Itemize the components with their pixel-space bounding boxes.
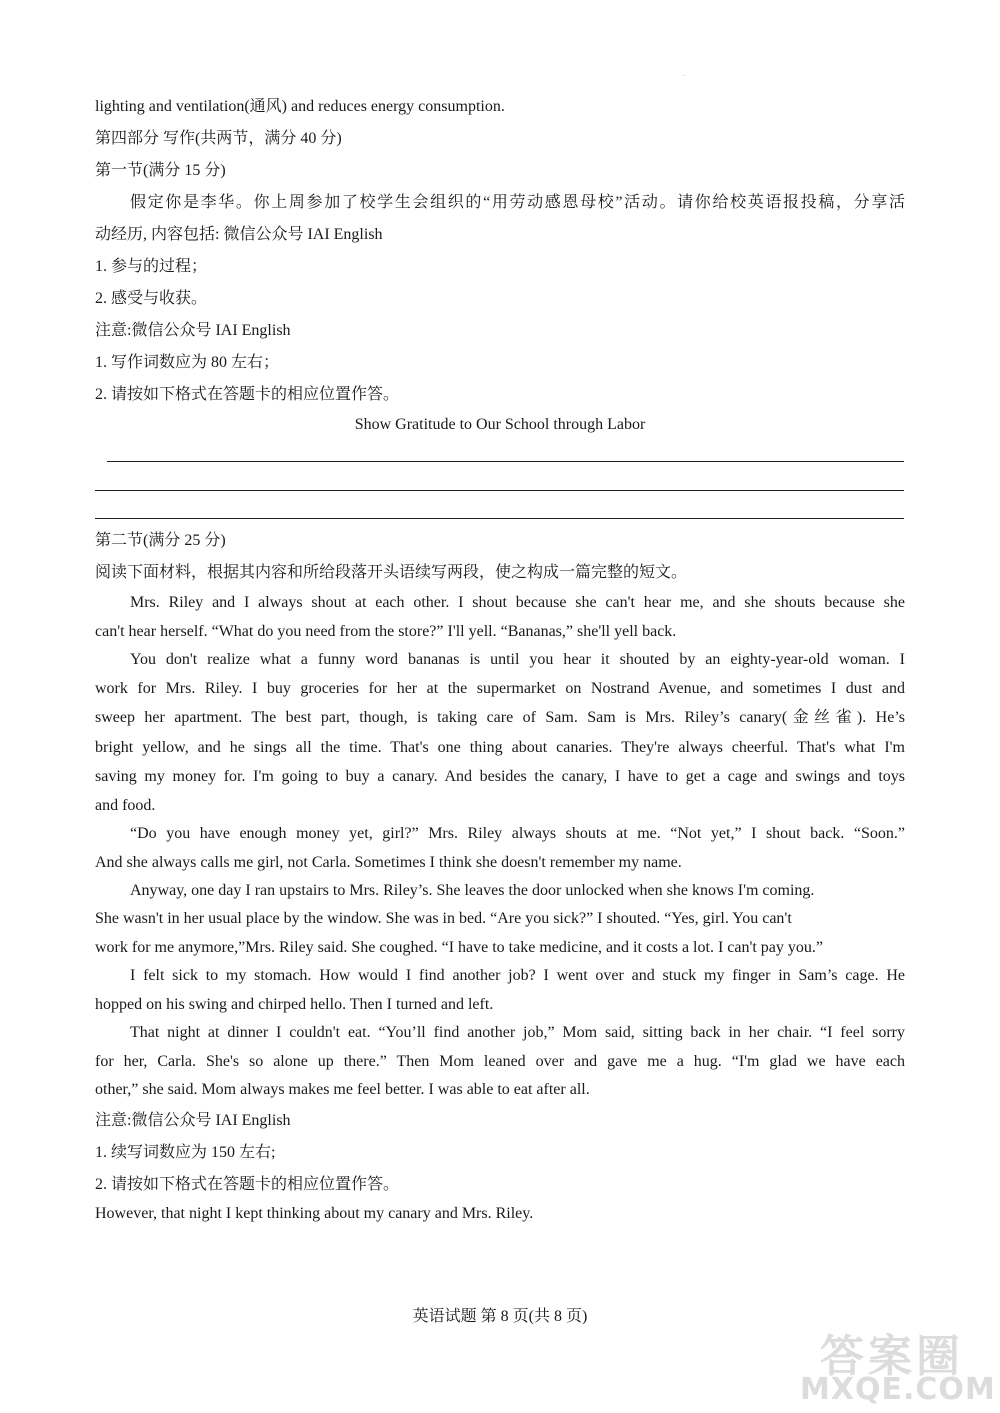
instruction-line: 阅读下面材料，根据其内容和所给段落开头语续写两段，使之构成一篇完整的短文。: [95, 564, 688, 581]
note-item: 1. 续写词数应为 150 左右;: [95, 1144, 276, 1161]
note-item: 1. 写作词数应为 80 左右；: [95, 354, 280, 371]
task-prompt-line: 假定你是李华。你上周参加了校学生会组织的“用劳动感恩母校”活动。请你给校英语报投稿，分享活: [130, 194, 905, 211]
passage-line: saving my money for. I'm going to buy a canary. And besides the canary, I have to get a cage and swings and toys: [95, 768, 905, 785]
passage-line: You don't realize what a funny word bananas is until you hear it shouted by an eighty-year-old woman. I: [130, 651, 905, 668]
passage-line: And she always calls me girl, not Carla. Sometimes I think she doesn't remember my name.: [95, 854, 682, 871]
passage-line: That night at dinner I couldn't eat. “You’ll find another job,” Mom said, sitting back in her chair. “I feel sorry: [130, 1024, 905, 1041]
subsection-heading: 第二节(满分 25 分): [95, 532, 226, 549]
subsection-heading: 第一节(满分 15 分): [95, 162, 226, 179]
passage-line: “Do you have enough money yet, girl?” Mrs. Riley always shouts at me. “Not yet,” I shout back. “Soon.”: [130, 825, 905, 842]
answer-line: [107, 461, 904, 462]
requirement-item: 2. 感受与收获。: [95, 290, 208, 307]
passage-line: and food.: [95, 797, 156, 814]
passage-line: work for me anymore,”Mrs. Riley said. She coughed. “I have to take medicine, and it costs a lot. I can't pay you.”: [95, 939, 823, 956]
answer-line: [95, 518, 904, 519]
watermark: [780, 1320, 996, 1410]
text-line: lighting and ventilation(通风) and reduces energy consumption.: [95, 98, 505, 115]
passage-line: Anyway, one day I ran upstairs to Mrs. Riley’s. She leaves the door unlocked when she knows I'm coming.: [130, 882, 815, 899]
note-item: 2. 请按如下格式在答题卡的相应位置作答。: [95, 1176, 400, 1193]
requirement-item: 1. 参与的过程；: [95, 258, 208, 275]
note-item: 2. 请按如下格式在答题卡的相应位置作答。: [95, 386, 400, 403]
continuation-opening: However, that night I kept thinking about my canary and Mrs. Riley.: [95, 1205, 534, 1222]
passage-line: can't hear herself. “What do you need from the store?” I'll yell. “Bananas,” she'll yell back.: [95, 623, 677, 640]
section-heading: 第四部分 写作(共两节，满分 40 分): [95, 130, 342, 147]
passage-line: for her, Carla. She's so alone up there.” Then Mom leaned over and gave me a hug. “I'm glad we have each: [95, 1053, 905, 1070]
passage-line: I felt sick to my stomach. How would I find another job? I went over and stuck my finger in Sam’s cage. He: [130, 967, 905, 984]
passage-line: bright yellow, and he sings all the time. That's one thing about canaries. They're always cheerful. That's what I'm: [95, 739, 905, 756]
passage-line: She wasn't in her usual place by the window. She was in bed. “Are you sick?” I shouted. “Yes, girl. You can't: [95, 910, 792, 927]
watermark-logo: 答案圈: [820, 1331, 964, 1382]
task-prompt-line: 动经历, 内容包括: 微信公众号 IAI English: [95, 226, 383, 243]
passage-line: other,” she said. Mom always makes me feel better. I was able to eat after all.: [95, 1081, 590, 1098]
answer-line: [95, 490, 904, 491]
essay-title: Show Gratitude to Our School through Labor: [354, 416, 646, 433]
page-footer: 英语试题 第 8 页(共 8 页): [412, 1308, 588, 1325]
passage-line: sweep her apartment. The best part, though, is taking care of Sam. Sam is Mrs. Riley’s canary(金丝雀). He’s: [95, 709, 905, 726]
watermark-url: MXQE.COM: [800, 1372, 996, 1407]
passage-line: work for Mrs. Riley. I buy groceries for her at the supermarket on Nostrand Avenue, and sometimes I dust and: [95, 680, 905, 697]
note-heading: 注意:微信公众号 IAI English: [95, 1112, 291, 1129]
scan-dot: .: [683, 72, 685, 78]
passage-line: Mrs. Riley and I always shout at each other. I shout because she can't hear me, and she shouts because she: [130, 594, 905, 611]
passage-line: hopped on his swing and chirped hello. Then I turned and left.: [95, 996, 494, 1013]
note-heading: 注意:微信公众号 IAI English: [95, 322, 291, 339]
